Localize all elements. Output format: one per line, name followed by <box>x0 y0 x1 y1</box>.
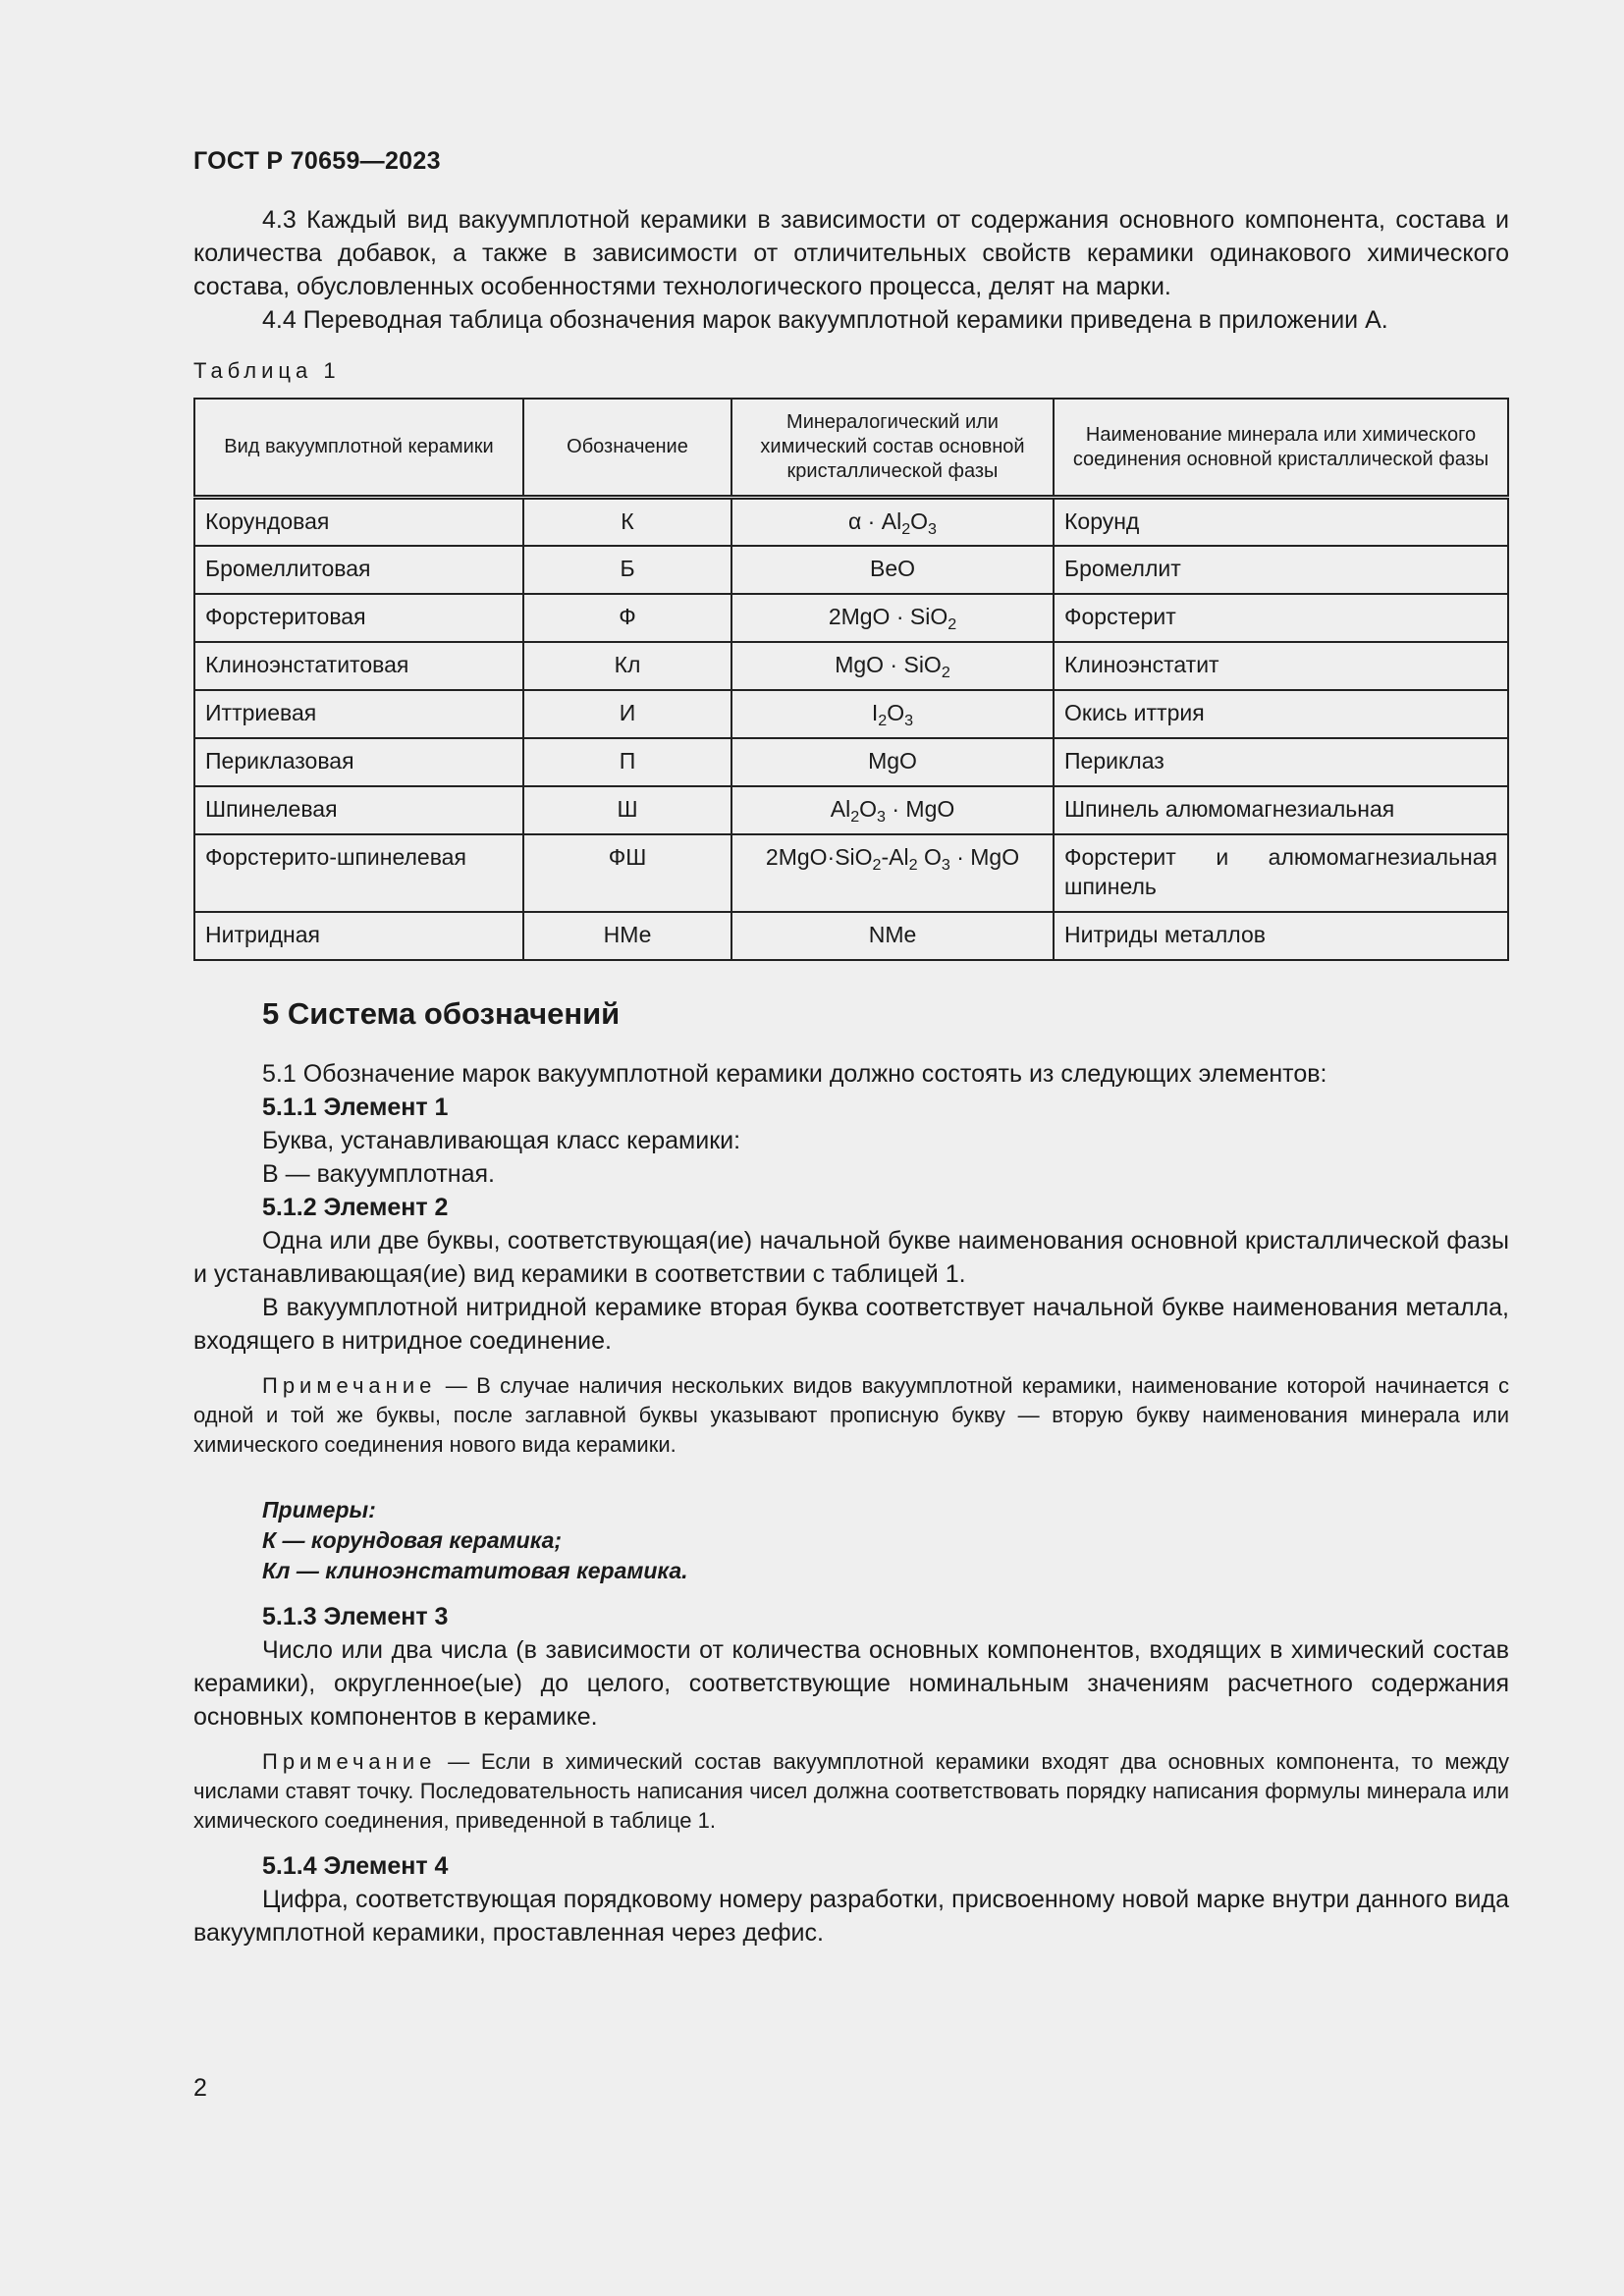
cell-formula: $I_2O_3$ <box>731 690 1054 738</box>
cell-mineral-name: Корунд <box>1054 498 1508 546</box>
header-composition: Минералогический или химический состав основной кристаллической фазы <box>731 399 1054 498</box>
cell-formula: $\alpha \cdot Al_2O_3$ <box>731 498 1054 546</box>
cell-formula: NMe <box>731 912 1054 960</box>
header-mineral-name: Наименование минерала или химического соединения основной кристаллической фазы <box>1054 399 1508 498</box>
cell-kind: Периклазовая <box>194 738 523 786</box>
page-number: 2 <box>193 2074 207 2102</box>
cell-kind: Иттриевая <box>194 690 523 738</box>
note-label: Примечание <box>262 1748 437 1774</box>
subsection-heading: 5.1.2 Элемент 2 <box>262 1193 449 1221</box>
table-row <box>194 498 1508 546</box>
cell-kind: Клиноэнстатитовая <box>194 642 523 690</box>
header-kind: Вид вакуумплотной керамики <box>194 399 523 498</box>
example-item: К — корундовая керамика; <box>262 1526 563 1553</box>
cell-kind: Бромеллитовая <box>194 546 523 594</box>
cell-mineral-name: Бромеллит <box>1054 546 1508 594</box>
note <box>193 1747 1509 1836</box>
paragraph-text: Цифра, соответствующая порядковому номеру разработки, присвоенному новой марке внутри данного вида вакуумплотной керамики, проставленная через дефис. <box>193 1885 1509 1947</box>
cell-kind: Форстерито-шпинелевая <box>194 834 523 912</box>
paragraph-text: Буква, устанавливающая класс керамики: <box>262 1126 741 1154</box>
table-row <box>194 834 1508 912</box>
cell-code: Б <box>523 546 731 594</box>
document-page <box>193 147 1509 1949</box>
cell-formula: $Al_2O_3$ · MgO <box>731 786 1054 834</box>
example-item: Кл — клиноэнстатитовая керамика. <box>262 1557 688 1583</box>
cell-kind: Форстеритовая <box>194 594 523 642</box>
cell-mineral-name: Форстерит <box>1054 594 1508 642</box>
paragraph-4-4: 4.4 Переводная таблица обозначения марок вакуумплотной керамики приведена в приложении А. <box>262 306 1388 334</box>
paragraph-text: В — вакуумплотная. <box>262 1159 495 1188</box>
paragraph-5-1: 5.1 Обозначение марок вакуумплотной керамики должно состоять из следующих элементов: <box>262 1059 1327 1088</box>
paragraph-text: В вакуумплотной нитридной керамике вторая буква соответствует начальной букве наименования металла, входящего в нитридное соединение. <box>193 1293 1509 1355</box>
note-text: — Если в химический состав вакуумплотной керамики входят два основных компонента, то между числами ставят точку. Последовательность написания чисел должна соответствовать порядку написания формулы минерала или химического соединения, приведенной в таблице 1. <box>193 1748 1509 1833</box>
table-row <box>194 594 1508 642</box>
cell-mineral-name: Периклаз <box>1054 738 1508 786</box>
cell-mineral-name: Форстерит и алюмомагнезиальная шпинель <box>1054 834 1508 912</box>
cell-code: ФШ <box>523 834 731 912</box>
note-text: — В случае наличия нескольких видов вакуумплотной керамики, наименование которой начинается с одной и той же буквы, после заглавной буквы указывают прописную букву — вторую букву наименования минерала или химического соединения нового вида керамики. <box>193 1372 1509 1457</box>
cell-code: НМе <box>523 912 731 960</box>
cell-formula: MgO · SiO$_2$ <box>731 642 1054 690</box>
header-code: Обозначение <box>523 399 731 498</box>
table-row <box>194 642 1508 690</box>
cell-mineral-name: Клиноэнстатит <box>1054 642 1508 690</box>
cell-formula: 2MgO · SiO$_2$ <box>731 594 1054 642</box>
cell-formula: BeO <box>731 546 1054 594</box>
section-title: 5 Система обозначений <box>262 995 621 1031</box>
table-row <box>194 738 1508 786</box>
table-header-row <box>194 399 1508 498</box>
table-row <box>194 690 1508 738</box>
examples-title: Примеры: <box>262 1496 376 1522</box>
table-row <box>194 786 1508 834</box>
subsection-heading: 5.1.3 Элемент 3 <box>262 1602 449 1630</box>
cell-code: Ш <box>523 786 731 834</box>
cell-kind: Корундовая <box>194 498 523 546</box>
cell-code: Ф <box>523 594 731 642</box>
examples-block <box>193 1495 1509 1586</box>
note <box>193 1371 1509 1460</box>
paragraph-text: Одна или две буквы, соответствующая(ие) начальной букве наименования основной кристаллической фазы и устанавливающая(ие) вид керамики в соответствии с таблицей 1. <box>193 1226 1509 1288</box>
cell-kind: Нитридная <box>194 912 523 960</box>
cell-code: И <box>523 690 731 738</box>
paragraph-4-3: 4.3 Каждый вид вакуумплотной керамики в зависимости от содержания основного компонента, состава и количества добавок, а также в зависимости от отличительных свойств керамики одинакового химического состава, обусловленных особенностями технологического процесса, делят на марки. <box>193 206 1509 300</box>
cell-formula: $2MgO\cdot SiO_2-Al_2$ $O_3$ · MgO <box>731 834 1054 912</box>
table-label: Таблица 1 <box>193 358 341 383</box>
cell-mineral-name: Окись иттрия <box>1054 690 1508 738</box>
subsection-heading: 5.1.1 Элемент 1 <box>262 1093 449 1121</box>
table-row <box>194 912 1508 960</box>
cell-formula: MgO <box>731 738 1054 786</box>
cell-code: Кл <box>523 642 731 690</box>
table-row <box>194 546 1508 594</box>
cell-mineral-name: Нитриды металлов <box>1054 912 1508 960</box>
paragraph-text: Число или два числа (в зависимости от количества основных компонентов, входящих в химический состав керамики), округленное(ые) до целого, соответствующие номинальным значениям расчетного содержания основных компонентов в керамике. <box>193 1635 1509 1731</box>
document-id: ГОСТ Р 70659—2023 <box>193 147 441 175</box>
ceramics-table <box>193 398 1509 961</box>
note-label: Примечание <box>262 1372 437 1398</box>
cell-kind: Шпинелевая <box>194 786 523 834</box>
cell-code: П <box>523 738 731 786</box>
cell-mineral-name: Шпинель алюмомагнезиальная <box>1054 786 1508 834</box>
cell-code: К <box>523 498 731 546</box>
subsection-heading: 5.1.4 Элемент 4 <box>262 1851 449 1880</box>
